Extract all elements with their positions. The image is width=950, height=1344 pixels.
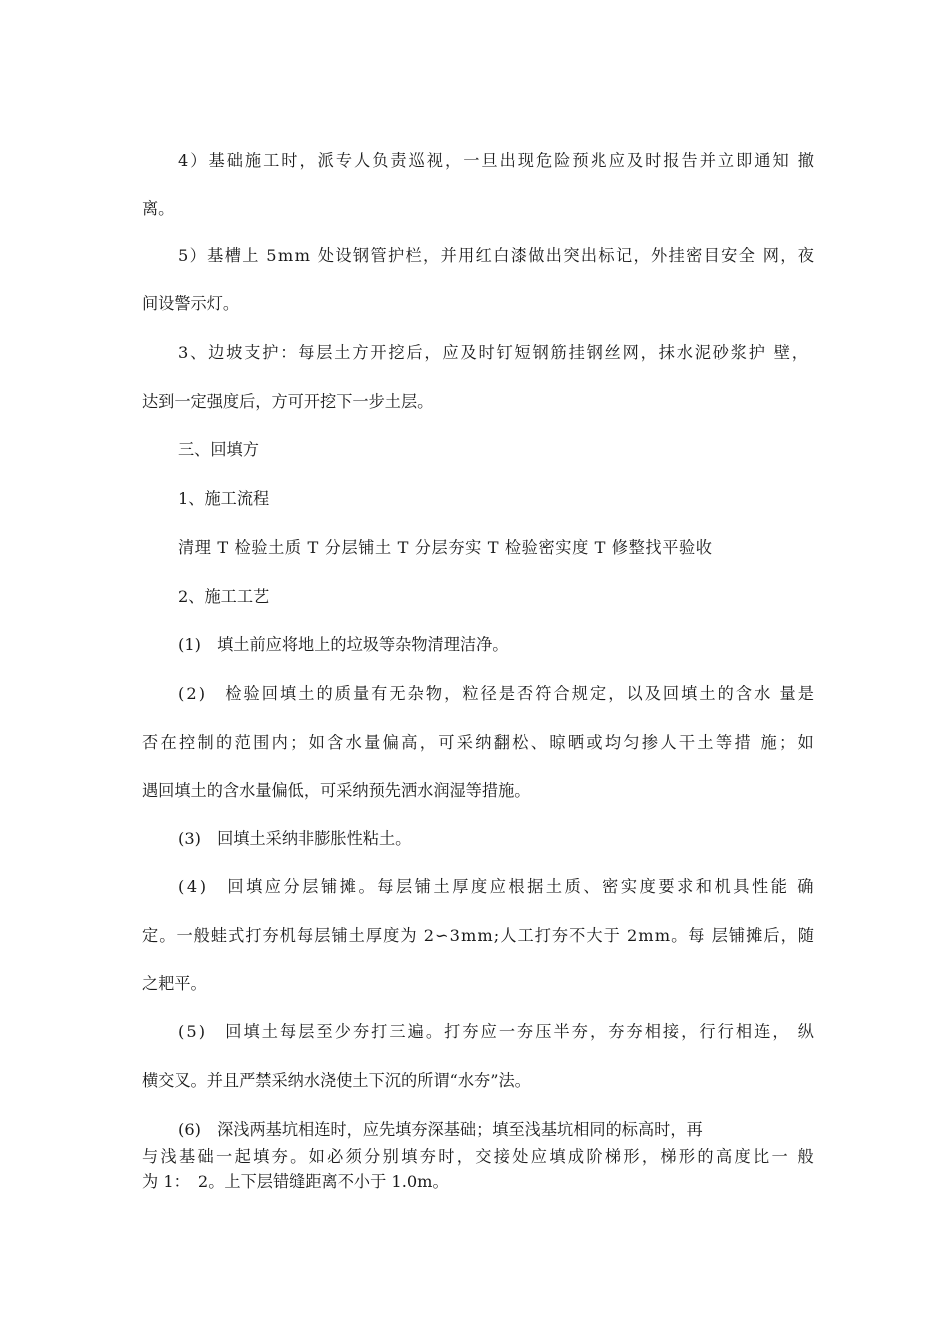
subsection-heading: 2、施工工艺 (178, 587, 270, 606)
paragraph-line: (1) 填土前应将地上的垃圾等杂物清理洁净。 (178, 635, 509, 654)
paragraph-line: 达到一定强度后，方可开挖下一步土层。 (142, 392, 434, 411)
paragraph-line: 遇回填土的含水量偏低，可采纳预先洒水润湿等措施。 (142, 781, 531, 800)
paragraph-line: (5) 回填土每层至少夯打三遍。打夯应一夯压半夯，夯夯相接，行行相连， 纵 (178, 1022, 816, 1041)
paragraph-line: (4) 回填应分层铺摊。每层铺土厚度应根据土质、密实度要求和机具性能 确 (178, 877, 816, 896)
process-flow: 清理 T 检验土质 T 分层铺土 T 分层夯实 T 检验密实度 T 修整找平验收 (178, 538, 713, 557)
paragraph-line: 与浅基础一起填夯。如必须分别填夯时，交接处应填成阶梯形，梯形的高度比一 般 (142, 1147, 816, 1166)
paragraph-line: 之耙平。 (142, 974, 207, 993)
paragraph-line: 4）基础施工时，派专人负责巡视，一旦出现危险预兆应及时报告并立即通知 撤 (178, 151, 816, 170)
paragraph-line: (3) 回填土采纳非膨胀性粘土。 (178, 829, 412, 848)
subsection-heading: 1、施工流程 (178, 489, 270, 508)
paragraph-line: 为 1： 2。上下层错缝距离不小于 1.0m。 (142, 1172, 449, 1191)
paragraph-line: 定。一般蛙式打夯机每层铺土厚度为 2∽3mm;人工打夯不大于 2mm。每 层铺摊后，随 (142, 926, 816, 945)
section-heading: 三、回填方 (178, 440, 259, 459)
paragraph-line: 5）基槽上 5mm 处设钢管护栏，并用红白漆做出突出标记，外挂密目安全 网，夜 (178, 246, 816, 265)
paragraph-line: 否在控制的范围内；如含水量偏高，可采纳翻松、晾晒或均匀掺人干土等措 施；如 (142, 733, 816, 752)
paragraph-line: 3、边坡支护：每层土方开挖后，应及时钉短钢筋挂钢丝网，抹水泥砂浆护 壁， (178, 343, 810, 362)
paragraph-line: (6) 深浅两基坑相连时，应先填夯深基础；填至浅基坑相同的标高时，再 (178, 1120, 703, 1139)
paragraph-line: 横交叉。并且严禁采纳水浇使土下沉的所谓“水夯”法。 (142, 1071, 531, 1090)
paragraph-line: (2) 检验回填土的质量有无杂物，粒径是否符合规定，以及回填土的含水 量是 (178, 684, 816, 703)
paragraph-line: 间设警示灯。 (142, 294, 240, 313)
paragraph-line: 离。 (142, 199, 175, 218)
